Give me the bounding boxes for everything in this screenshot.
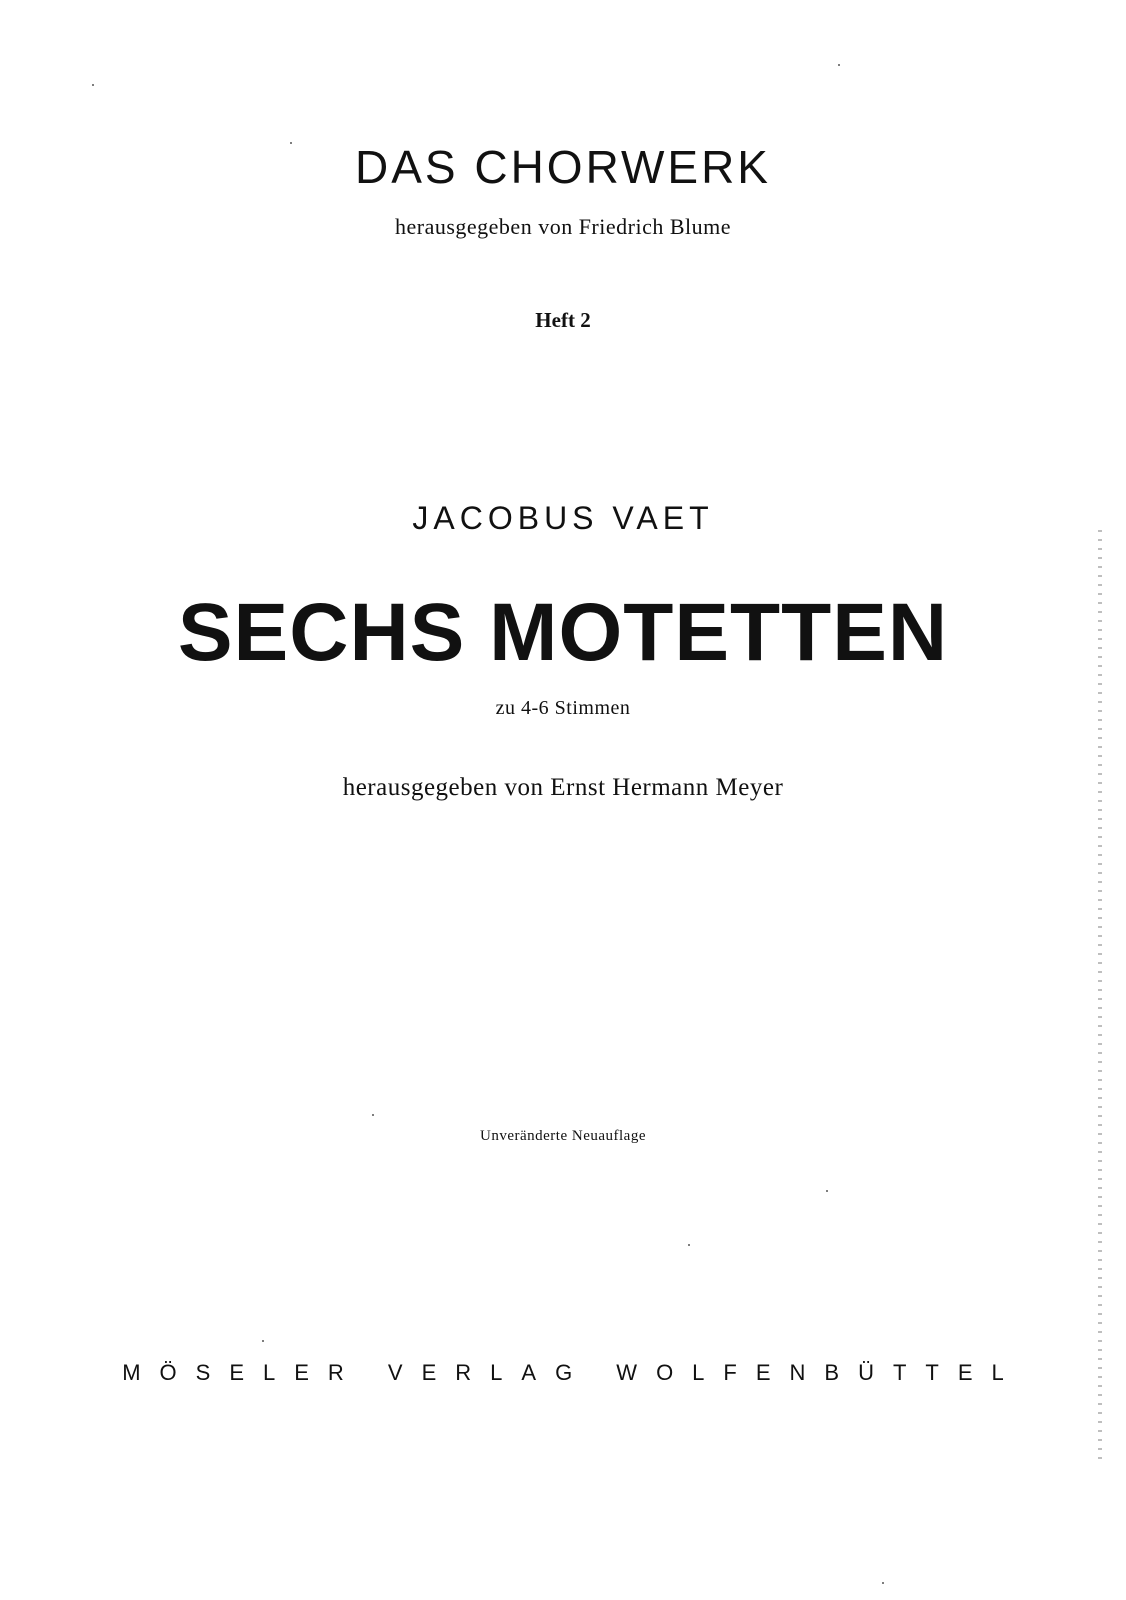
publisher-imprint: MÖSELER VERLAG WOLFENBÜTTEL xyxy=(122,1360,1023,1385)
work-title: SECHS MOTETTEN xyxy=(177,587,949,678)
scan-edge-noise xyxy=(1098,530,1102,1460)
edition-note: Unveränderte Neuauflage xyxy=(480,1128,646,1144)
issue-number: Heft 2 xyxy=(535,308,591,332)
scan-speck xyxy=(372,1114,374,1116)
scan-speck xyxy=(92,84,94,86)
scan-speck xyxy=(882,1582,884,1584)
scan-speck xyxy=(826,1190,828,1192)
voices-subtitle: zu 4-6 Stimmen xyxy=(495,697,631,719)
scan-speck xyxy=(688,1244,690,1246)
composer-name: JACOBUS VAET xyxy=(412,500,714,536)
scan-speck xyxy=(290,142,292,144)
series-editor-line: herausgegeben von Friedrich Blume xyxy=(394,214,731,239)
scan-speck xyxy=(838,64,840,66)
scan-speck xyxy=(262,1340,264,1342)
series-title: DAS CHORWERK xyxy=(355,141,771,193)
work-editor-line: herausgegeben von Ernst Hermann Meyer xyxy=(342,774,784,801)
